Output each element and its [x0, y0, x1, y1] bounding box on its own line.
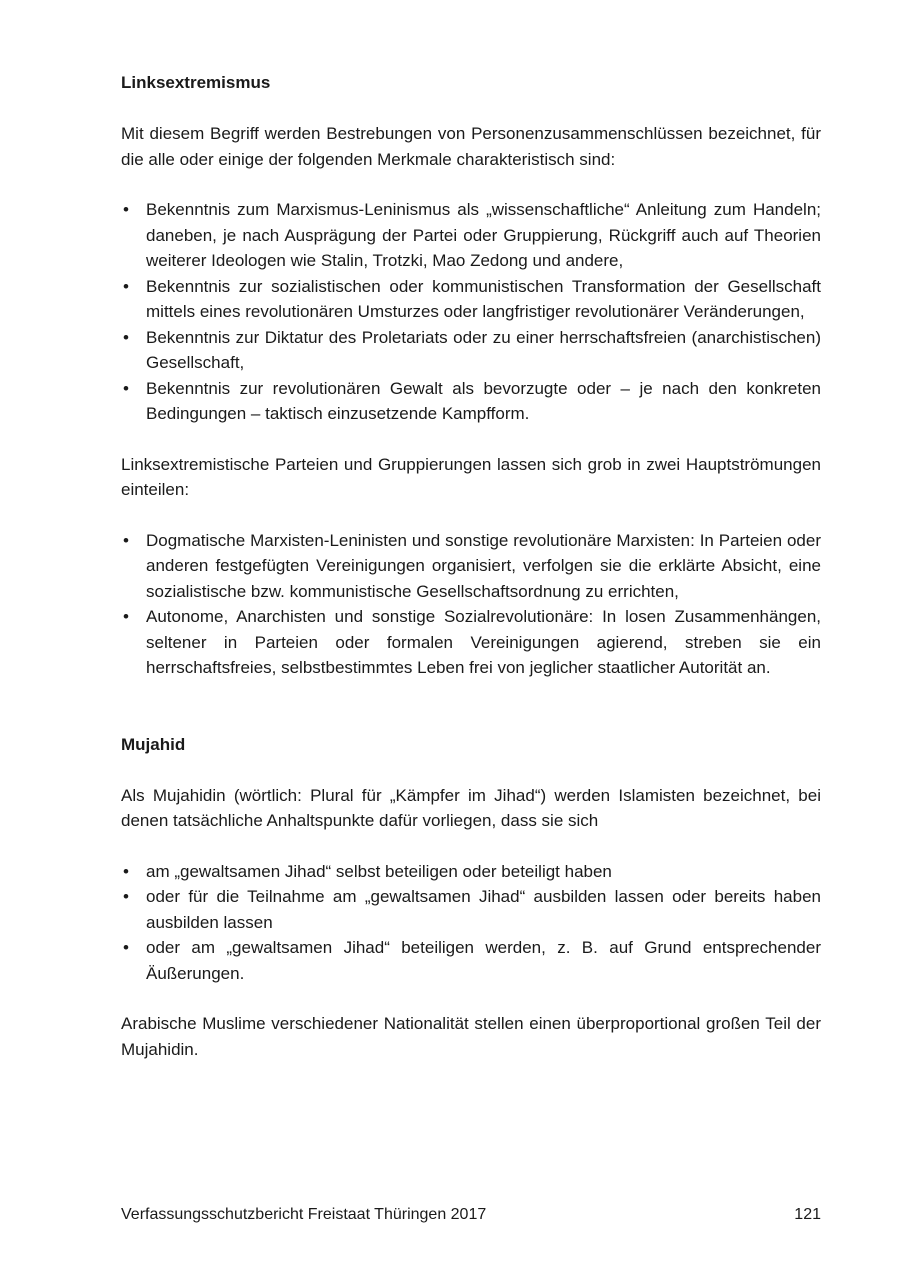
bullet-icon: •: [123, 887, 129, 906]
list-item: • Bekenntnis zur sozialistischen oder kommunistischen Transformation der Gesellschaft mittels eines revolutionären Umsturzes oder langfristiger revolutionärer Veränderungen,: [121, 274, 821, 325]
list-item: • oder am „gewaltsamen Jihad“ beteiligen werden, z. B. auf Grund entsprechender Äußerungen.: [121, 935, 821, 986]
bullet-icon: •: [123, 861, 129, 881]
bullet-list-merkmale: [121, 197, 821, 427]
section-title-mujahid: Mujahid: [121, 734, 186, 754]
bullet-icon: •: [123, 530, 129, 550]
list-item: • am „gewaltsamen Jihad“ selbst beteiligen oder beteiligt haben: [121, 859, 821, 885]
section-title-linksextremismus: Linksextremismus: [121, 73, 271, 92]
page-footer: [121, 1203, 821, 1227]
hauptstroemungen-paragraph: Linksextremistische Parteien und Gruppierungen lassen sich grob in zwei Hauptströmungen einteilen:: [121, 454, 821, 499]
page-number: 121: [794, 1206, 821, 1223]
page-body: [121, 70, 821, 1087]
list-item: • oder für die Teilnahme am „gewaltsamen Jihad“ ausbilden lassen oder bereits haben ausbilden lassen: [121, 884, 821, 935]
mujahid-intro-paragraph: Als Mujahidin (wörtlich: Plural für „Kämpfer im Jihad“) werden Islamisten bezeichnet, bei denen tatsächliche Anhaltspunkte dafür vorliegen, dass sie sich: [121, 785, 821, 830]
bullet-icon: •: [123, 378, 129, 398]
bullet-list-stroemungen: [121, 528, 821, 681]
section-spacer: [121, 706, 821, 732]
bullet-icon: •: [123, 607, 129, 626]
intro-paragraph: Mit diesem Begriff werden Bestrebungen von Personenzusammenschlüssen bezeichnet, für die alle oder einige der folgenden Merkmale charakteristisch sind:: [121, 124, 821, 169]
bullet-icon: •: [123, 276, 129, 296]
list-item: • Bekenntnis zur revolutionären Gewalt als bevorzugte oder – je nach den konkreten Bedingungen – taktisch einzusetzende Kampfform.: [121, 376, 821, 427]
list-item: • Autonome, Anarchisten und sonstige Sozialrevolutionäre: In losen Zusammenhängen, seltener in Parteien oder formalen Vereinigungen agierend, streben sie ein herrschaftsfreies, selbstbestimmtes Leben frei von jeglicher staatlicher Autorität an.: [121, 604, 821, 681]
bullet-list-mujahid: [121, 859, 821, 987]
bullet-icon: •: [123, 938, 129, 957]
list-item: • Bekenntnis zum Marxismus-Leninismus als „wissenschaftliche“ Anleitung zum Handeln; daneben, je nach Ausprägung der Partei oder Gruppierung, Rückgriff auch auf Theorien weiterer Ideologen wie Stalin, Trotzki, Mao Zedong und andere,: [121, 197, 821, 274]
list-item: • Dogmatische Marxisten-Leninisten und sonstige revolutionäre Marxisten: In Parteien oder anderen festgefügten Vereinigungen organisiert, verfolgen sie die erklärte Absicht, eine sozialistische bzw. kommunistische Gesellschaftsordnung zu errichten,: [121, 528, 821, 605]
list-item: • Bekenntnis zur Diktatur des Proletariats oder zu einer herrschaftsfreien (anarchistischen) Gesellschaft,: [121, 325, 821, 376]
publication-title: Verfassungsschutzbericht Freistaat Thüringen 2017: [121, 1206, 487, 1223]
bullet-icon: •: [123, 200, 129, 219]
mujahid-closing-paragraph: Arabische Muslime verschiedener Nationalität stellen einen überproportional großen Teil der Mujahidin.: [121, 1014, 821, 1059]
bullet-icon: •: [123, 327, 129, 347]
